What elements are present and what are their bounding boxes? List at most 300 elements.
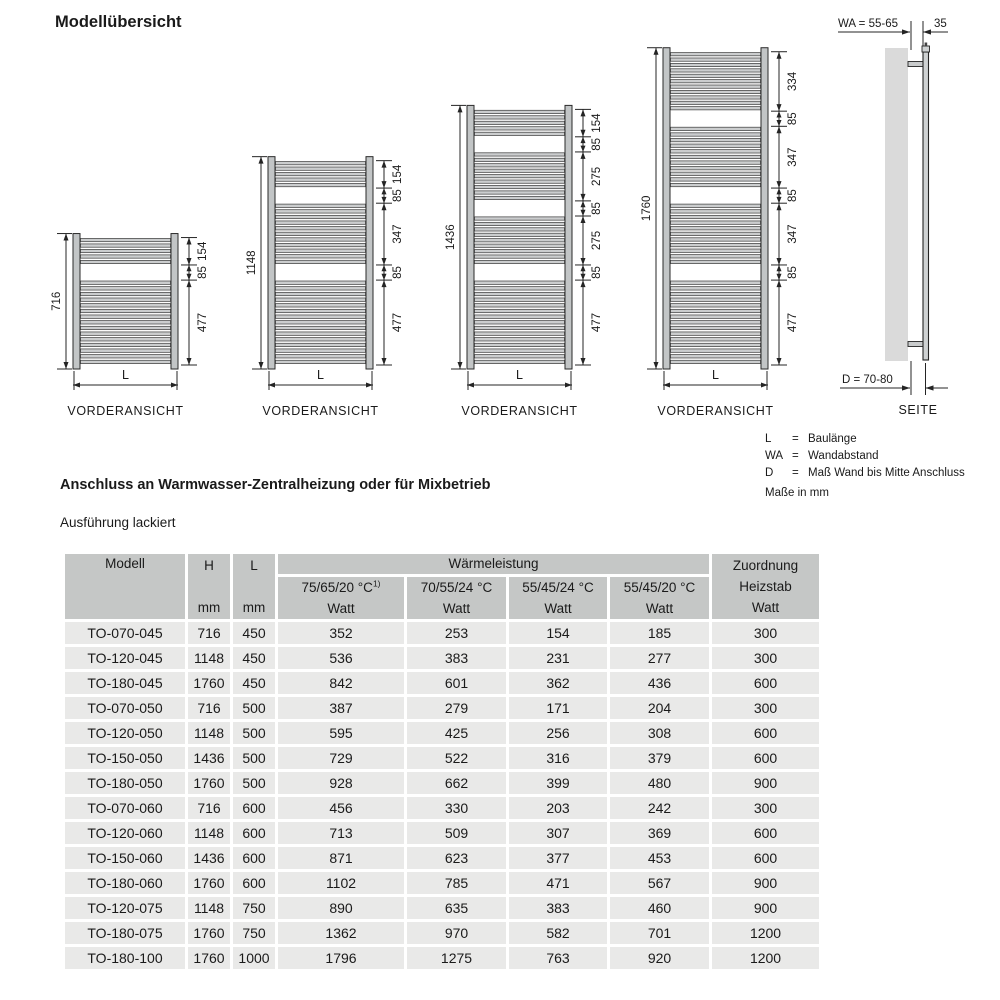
- front-view-caption: VORDERANSICHT: [461, 404, 578, 418]
- tube: [81, 349, 171, 352]
- value-cell: 308: [610, 722, 709, 744]
- value-cell: 500: [233, 747, 275, 769]
- tube: [671, 227, 761, 230]
- segment-dimension-label: 85: [787, 189, 799, 203]
- tube: [81, 332, 171, 335]
- dimension-arrow: [187, 258, 192, 265]
- dimension-arrow: [187, 238, 192, 245]
- value-cell: 763: [509, 947, 607, 969]
- tube: [475, 233, 565, 236]
- tube: [671, 80, 761, 83]
- tube: [276, 309, 366, 312]
- side-view-drawing: [830, 0, 1000, 430]
- table-row: [65, 897, 819, 919]
- value-cell: 522: [407, 747, 506, 769]
- temp-spec: 55/45/20 °C: [623, 580, 696, 595]
- value-cell: 716: [188, 697, 230, 719]
- table-row: [65, 722, 819, 744]
- value-cell: 316: [509, 747, 607, 769]
- col-header-l: [233, 554, 275, 619]
- tube: [671, 58, 761, 61]
- tube: [475, 349, 565, 352]
- dimension-arrow: [654, 48, 659, 55]
- h-symbol: H: [204, 557, 214, 573]
- value-cell: 362: [509, 672, 607, 694]
- rail-left: [73, 234, 80, 369]
- model-cell: TO-180-060: [65, 872, 185, 894]
- tube: [475, 180, 565, 183]
- value-cell: 716: [188, 797, 230, 819]
- wa-dimension-label: WA = 55-65: [838, 18, 898, 30]
- dimension-arrow: [581, 210, 586, 216]
- tube: [276, 287, 366, 290]
- model-cell: TO-120-045: [65, 647, 185, 669]
- dimension-arrow: [581, 201, 586, 207]
- dimension-arrow: [581, 130, 586, 137]
- l-symbol: L: [250, 557, 258, 573]
- tube: [81, 255, 171, 258]
- tube: [276, 326, 366, 329]
- col-header-temp-spec: [509, 577, 607, 619]
- col-header-temp-spec: [610, 577, 709, 619]
- legend-equals: =: [792, 467, 799, 479]
- h-unit: mm: [197, 599, 221, 615]
- value-cell: 1200: [712, 922, 819, 944]
- legend-equals: =: [792, 433, 799, 445]
- watt-line: Watt: [751, 599, 780, 615]
- tube: [81, 338, 171, 341]
- rail-left: [663, 48, 670, 369]
- value-cell: 536: [278, 647, 404, 669]
- tube: [475, 127, 565, 130]
- model-cell: TO-120-060: [65, 822, 185, 844]
- unit-label: Watt: [442, 601, 471, 616]
- tube: [671, 172, 761, 175]
- tube: [81, 244, 171, 247]
- tube: [81, 343, 171, 346]
- dimension-arrow: [64, 362, 69, 369]
- value-cell: 871: [278, 847, 404, 869]
- value-cell: 1760: [188, 947, 230, 969]
- segment-dimension-label: 334: [787, 71, 799, 92]
- tube: [475, 338, 565, 341]
- total-height-label: 716: [51, 291, 63, 311]
- tube: [81, 249, 171, 252]
- temp-spec: 55/45/24 °C: [522, 580, 594, 595]
- tube: [276, 238, 366, 241]
- unit-label: Watt: [544, 601, 572, 616]
- tube: [81, 355, 171, 358]
- value-cell: 928: [278, 772, 404, 794]
- tube: [276, 349, 366, 352]
- legend-symbol: L: [765, 433, 772, 445]
- legend-row: [765, 448, 965, 465]
- dimension-arrow: [777, 181, 782, 188]
- col-header-zuordnung: [712, 554, 819, 619]
- model-cell: TO-180-100: [65, 947, 185, 969]
- dimension-arrow: [777, 265, 782, 271]
- value-cell: 1760: [188, 672, 230, 694]
- value-cell: 1760: [188, 922, 230, 944]
- tube: [81, 360, 171, 363]
- legend-equals: =: [792, 450, 799, 462]
- tube: [671, 326, 761, 329]
- mounting-bracket-top: [908, 62, 923, 67]
- tube: [671, 96, 761, 99]
- tube: [475, 326, 565, 329]
- value-cell: 277: [610, 647, 709, 669]
- legend-text: Wandabstand: [808, 450, 879, 462]
- segment-dimension-label: 154: [392, 164, 404, 184]
- tube: [276, 221, 366, 224]
- legend-text: Baulänge: [808, 433, 857, 445]
- dimension-arrow: [581, 274, 586, 280]
- dimension-arrow: [187, 265, 192, 271]
- tube: [671, 332, 761, 335]
- tube: [475, 309, 565, 312]
- tube: [671, 309, 761, 312]
- dimension-arrow: [382, 358, 387, 365]
- top-cap: [922, 46, 930, 52]
- length-l-label: L: [122, 368, 129, 382]
- value-cell: 330: [407, 797, 506, 819]
- tube: [671, 183, 761, 186]
- dimension-arrow: [777, 203, 782, 210]
- table-row: [65, 872, 819, 894]
- model-cell: TO-150-060: [65, 847, 185, 869]
- tube: [475, 132, 565, 135]
- tube: [475, 321, 565, 324]
- dimension-arrow: [382, 265, 387, 271]
- gap-dimension-label: 35: [934, 18, 947, 30]
- col-header-modell: Modell: [65, 554, 185, 619]
- value-cell: 253: [407, 622, 506, 644]
- value-cell: 383: [509, 897, 607, 919]
- value-cell: 601: [407, 672, 506, 694]
- value-cell: 567: [610, 872, 709, 894]
- total-height-label: 1760: [641, 195, 653, 222]
- front-view-caption: VORDERANSICHT: [657, 404, 774, 418]
- table-row: [65, 672, 819, 694]
- model-cell: TO-180-075: [65, 922, 185, 944]
- tube: [475, 158, 565, 161]
- segment-dimension-label: 347: [392, 224, 404, 244]
- value-cell: 242: [610, 797, 709, 819]
- segment-dimension-label: 85: [591, 266, 603, 279]
- dimension-arrow: [259, 157, 264, 164]
- tube: [81, 287, 171, 290]
- value-cell: 890: [278, 897, 404, 919]
- value-cell: 1436: [188, 847, 230, 869]
- value-cell: 383: [407, 647, 506, 669]
- tube: [671, 360, 761, 363]
- value-cell: 713: [278, 822, 404, 844]
- tube: [276, 183, 366, 186]
- value-cell: 1760: [188, 872, 230, 894]
- tube: [276, 298, 366, 301]
- segment-dimension-label: 85: [591, 202, 603, 215]
- segment-dimension-label: 347: [787, 224, 799, 244]
- value-cell: 450: [233, 672, 275, 694]
- tube: [671, 287, 761, 290]
- tube: [276, 281, 366, 284]
- dimension-arrow: [187, 358, 192, 365]
- unit-label: Watt: [327, 601, 355, 616]
- dimension-arrow: [777, 188, 782, 194]
- tube: [671, 155, 761, 158]
- value-cell: 1796: [278, 947, 404, 969]
- segment-dimension-label: 85: [392, 189, 404, 203]
- value-cell: 1148: [188, 722, 230, 744]
- performance-table: [62, 551, 822, 972]
- tube: [475, 175, 565, 178]
- legend-row: [765, 465, 965, 482]
- value-cell: 379: [610, 747, 709, 769]
- model-cell: TO-120-075: [65, 897, 185, 919]
- radiator-profile: [923, 52, 929, 360]
- dimension-arrow: [64, 234, 69, 241]
- dimension-arrow: [187, 280, 192, 287]
- segment-dimension-label: 154: [197, 241, 209, 261]
- tube: [671, 315, 761, 318]
- front-view-caption: VORDERANSICHT: [262, 404, 379, 418]
- tube: [475, 196, 565, 199]
- tube: [276, 332, 366, 335]
- table-row: [65, 947, 819, 969]
- model-cell: TO-120-050: [65, 722, 185, 744]
- value-cell: 509: [407, 822, 506, 844]
- tube: [671, 221, 761, 224]
- tube: [475, 185, 565, 188]
- dimension-arrow: [458, 362, 463, 369]
- dimension-arrow: [581, 258, 586, 265]
- value-cell: 600: [233, 822, 275, 844]
- tube: [671, 144, 761, 147]
- col-header-h: [188, 554, 230, 619]
- tube: [475, 228, 565, 231]
- tube: [671, 85, 761, 88]
- legend-symbol: D: [765, 467, 774, 479]
- tube: [671, 53, 761, 56]
- rail-left: [467, 105, 474, 369]
- tube: [276, 227, 366, 230]
- section-heading: Anschluss an Warmwasser-Zentralheizung oder für Mixbetrieb: [60, 477, 491, 493]
- tube: [276, 172, 366, 175]
- value-cell: 399: [509, 772, 607, 794]
- segment-dimension-label: 85: [392, 266, 404, 279]
- dimension-arrow: [382, 274, 387, 280]
- tube: [276, 304, 366, 307]
- value-cell: 1362: [278, 922, 404, 944]
- wall-section: [885, 48, 908, 361]
- front-view-drawing-1760: [635, 0, 845, 430]
- front-view-drawing-1148: [240, 0, 450, 430]
- tube: [671, 127, 761, 130]
- value-cell: 600: [233, 847, 275, 869]
- value-cell: 701: [610, 922, 709, 944]
- dimension-arrow: [382, 161, 387, 168]
- tube: [475, 281, 565, 284]
- page-title: Modellübersicht: [55, 13, 182, 31]
- value-cell: 970: [407, 922, 506, 944]
- tube: [671, 133, 761, 136]
- tube: [81, 238, 171, 241]
- value-cell: 480: [610, 772, 709, 794]
- segment-dimension-label: 85: [197, 266, 209, 279]
- value-cell: 1148: [188, 822, 230, 844]
- legend-row: [765, 431, 965, 448]
- tube: [81, 298, 171, 301]
- tube: [671, 338, 761, 341]
- length-l-label: L: [712, 368, 719, 382]
- segment-dimension-label: 85: [787, 112, 799, 126]
- value-cell: 600: [712, 822, 819, 844]
- value-cell: 900: [712, 772, 819, 794]
- tube: [671, 167, 761, 170]
- tube: [671, 238, 761, 241]
- segment-dimension-label: 154: [591, 113, 603, 133]
- dimension-arrow: [777, 120, 782, 126]
- tube: [475, 255, 565, 258]
- dimension-arrow: [581, 194, 586, 201]
- model-cell: TO-180-045: [65, 672, 185, 694]
- tube: [475, 110, 565, 113]
- segment-dimension-label: 477: [392, 312, 404, 333]
- table-row: [65, 772, 819, 794]
- dimension-arrow: [581, 265, 586, 271]
- tube: [475, 153, 565, 156]
- tube: [475, 315, 565, 318]
- tube: [671, 281, 761, 284]
- dimension-arrow: [187, 274, 192, 280]
- total-height-label: 1436: [445, 224, 457, 250]
- tube: [276, 343, 366, 346]
- tube: [81, 260, 171, 263]
- segment-dimension-label: 275: [591, 166, 603, 187]
- tube: [475, 239, 565, 242]
- front-view-drawing-1436: [439, 0, 649, 430]
- model-cell: TO-180-050: [65, 772, 185, 794]
- value-cell: 300: [712, 622, 819, 644]
- tube: [671, 232, 761, 235]
- heizstab-line: Heizstab: [739, 578, 792, 594]
- tube: [475, 287, 565, 290]
- legend-text: Maß Wand bis Mitte Anschluss: [808, 467, 965, 479]
- dimension-arrow: [382, 280, 387, 287]
- tube: [671, 343, 761, 346]
- tube: [276, 162, 366, 165]
- dimension-arrow: [581, 109, 586, 116]
- tube: [276, 167, 366, 170]
- dimension-arrow: [382, 181, 387, 188]
- dimension-arrow: [777, 358, 782, 365]
- value-cell: 256: [509, 722, 607, 744]
- value-cell: 231: [509, 647, 607, 669]
- value-cell: 307: [509, 822, 607, 844]
- table-row: [65, 622, 819, 644]
- dimension-arrow: [382, 188, 387, 194]
- length-l-label: L: [317, 368, 324, 382]
- tube: [475, 260, 565, 263]
- value-cell: 1436: [188, 747, 230, 769]
- tube: [475, 292, 565, 295]
- dimension-arrow: [777, 274, 782, 280]
- value-cell: 300: [712, 797, 819, 819]
- tube: [276, 204, 366, 207]
- value-cell: 460: [610, 897, 709, 919]
- tube: [671, 161, 761, 164]
- model-cell: TO-070-045: [65, 622, 185, 644]
- value-cell: 352: [278, 622, 404, 644]
- tube: [276, 178, 366, 181]
- d-dimension-label: D = 70-80: [842, 374, 893, 386]
- rail-right: [171, 234, 178, 369]
- value-cell: 900: [712, 872, 819, 894]
- value-cell: 920: [610, 947, 709, 969]
- value-cell: 595: [278, 722, 404, 744]
- dimension-arrow: [777, 126, 782, 133]
- tube: [276, 260, 366, 263]
- value-cell: 600: [712, 672, 819, 694]
- tube: [671, 150, 761, 153]
- legend-symbol: WA: [765, 450, 784, 462]
- dimension-arrow: [382, 258, 387, 265]
- tube: [475, 169, 565, 172]
- tube: [671, 349, 761, 352]
- segment-dimension-label: 275: [591, 230, 603, 251]
- temp-spec: 75/65/20 $^\circ C^{1)}$: [301, 578, 381, 595]
- value-cell: 900: [712, 897, 819, 919]
- zuordnung-line: Zuordnung: [732, 557, 799, 573]
- tube: [671, 107, 761, 110]
- value-cell: 171: [509, 697, 607, 719]
- l-unit: mm: [242, 599, 266, 615]
- value-cell: 204: [610, 697, 709, 719]
- length-l-label: L: [516, 368, 523, 382]
- dimension-arrow: [777, 280, 782, 287]
- tube: [475, 304, 565, 307]
- tube: [81, 326, 171, 329]
- legend: [765, 431, 965, 502]
- dimension-arrow: [777, 104, 782, 111]
- value-cell: 600: [233, 797, 275, 819]
- front-view-drawing-716: [45, 0, 255, 430]
- tube: [276, 210, 366, 213]
- dimension-arrow: [581, 146, 586, 152]
- footnote-marker: 1): [372, 578, 381, 589]
- tube: [475, 244, 565, 247]
- table-row: [65, 822, 819, 844]
- value-cell: 1148: [188, 897, 230, 919]
- tube: [276, 355, 366, 358]
- table-row: [65, 847, 819, 869]
- tube: [475, 360, 565, 363]
- value-cell: 185: [610, 622, 709, 644]
- tube: [475, 222, 565, 225]
- value-cell: 582: [509, 922, 607, 944]
- value-cell: 1148: [188, 647, 230, 669]
- front-view-caption: VORDERANSICHT: [67, 404, 184, 418]
- segment-dimension-label: 85: [591, 137, 603, 151]
- value-cell: 729: [278, 747, 404, 769]
- tube: [276, 243, 366, 246]
- tube: [671, 243, 761, 246]
- tube: [671, 249, 761, 252]
- tube: [276, 360, 366, 363]
- tube: [671, 69, 761, 72]
- col-header-waermeleistung: Wärmeleistung: [278, 554, 709, 574]
- tube: [475, 355, 565, 358]
